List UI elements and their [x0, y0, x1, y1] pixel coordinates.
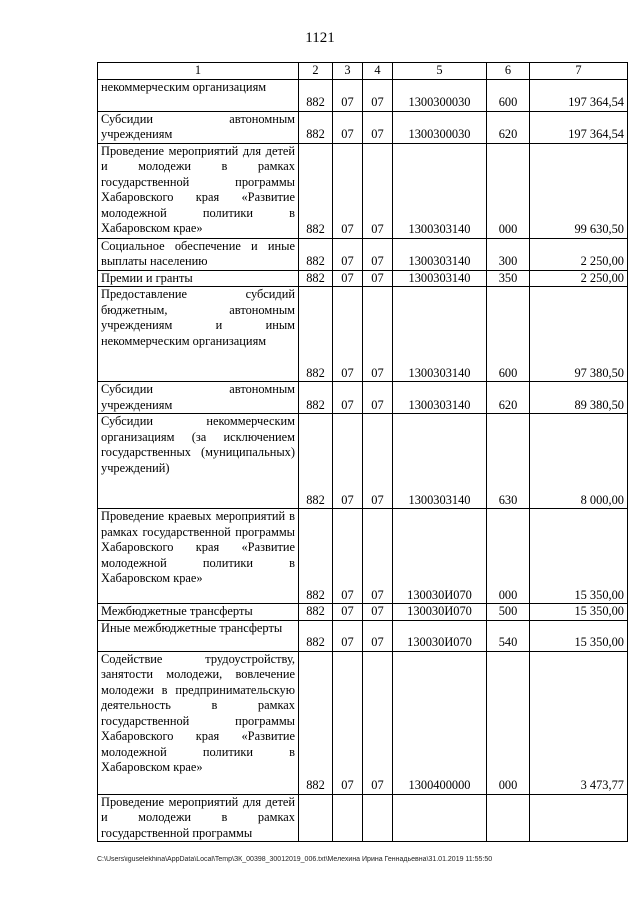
row-code-expense-type: 540: [487, 620, 530, 651]
column-header-1: 1: [98, 63, 299, 80]
page-number: 1121: [305, 30, 335, 46]
row-code-admin: [299, 794, 333, 842]
row-code-target: 1300303140: [393, 414, 487, 509]
row-code-admin: 882: [299, 382, 333, 414]
row-code-section: 07: [333, 111, 363, 143]
table-row: [98, 651, 628, 794]
row-name: Проведение мероприятий для детей и молодежи в рамках государственной программы Хабаровского края «Развитие молодежной политики в Хабаровском крае»: [98, 143, 299, 238]
table-row: [98, 143, 628, 238]
row-code-subsection: 07: [363, 414, 393, 509]
row-code-subsection: 07: [363, 604, 393, 621]
row-code-subsection: 07: [363, 270, 393, 287]
table-row: [98, 238, 628, 270]
row-code-target: 130030И070: [393, 509, 487, 604]
row-code-admin: 882: [299, 111, 333, 143]
row-code-admin: 882: [299, 509, 333, 604]
row-code-admin: 882: [299, 287, 333, 382]
column-header-2: 2: [299, 63, 333, 80]
column-header-7: 7: [530, 63, 628, 80]
row-code-section: 07: [333, 143, 363, 238]
row-code-expense-type: 630: [487, 414, 530, 509]
row-code-section: 07: [333, 79, 363, 111]
row-code-expense-type: 620: [487, 111, 530, 143]
column-header-3: 3: [333, 63, 363, 80]
row-code-subsection: 07: [363, 651, 393, 794]
row-code-target: 1300303140: [393, 382, 487, 414]
row-code-target: 1300303140: [393, 287, 487, 382]
row-amount: 97 380,50: [530, 287, 628, 382]
row-code-expense-type: 600: [487, 79, 530, 111]
row-code-expense-type: 350: [487, 270, 530, 287]
row-code-subsection: 07: [363, 620, 393, 651]
row-amount: 197 364,54: [530, 79, 628, 111]
table-row: [98, 604, 628, 621]
row-code-admin: 882: [299, 79, 333, 111]
table-row: [98, 111, 628, 143]
row-amount: 8 000,00: [530, 414, 628, 509]
row-code-section: 07: [333, 509, 363, 604]
row-code-section: 07: [333, 414, 363, 509]
row-code-expense-type: 300: [487, 238, 530, 270]
row-name: Субсидии автономным учреждениям: [98, 382, 299, 414]
row-code-subsection: 07: [363, 509, 393, 604]
row-code-subsection: 07: [363, 287, 393, 382]
row-code-section: 07: [333, 287, 363, 382]
row-name: Социальное обеспечение и иные выплаты населению: [98, 238, 299, 270]
row-code-section: [333, 794, 363, 842]
table-row: [98, 620, 628, 651]
column-header-5: 5: [393, 63, 487, 80]
row-amount: 2 250,00: [530, 238, 628, 270]
row-code-subsection: [363, 794, 393, 842]
row-code-section: 07: [333, 651, 363, 794]
row-code-subsection: 07: [363, 143, 393, 238]
table-row: [98, 794, 628, 842]
row-name: Субсидии автономным учреждениям: [98, 111, 299, 143]
row-amount: 15 350,00: [530, 509, 628, 604]
column-header-4: 4: [363, 63, 393, 80]
row-code-target: 1300303140: [393, 143, 487, 238]
row-amount: 15 350,00: [530, 604, 628, 621]
row-code-admin: 882: [299, 651, 333, 794]
row-code-expense-type: 000: [487, 509, 530, 604]
row-code-section: 07: [333, 604, 363, 621]
row-amount: 2 250,00: [530, 270, 628, 287]
table-row: [98, 287, 628, 382]
row-code-target: [393, 794, 487, 842]
row-code-admin: 882: [299, 143, 333, 238]
row-code-admin: 882: [299, 620, 333, 651]
row-name: Межбюджетные трансферты: [98, 604, 299, 621]
row-code-subsection: 07: [363, 79, 393, 111]
row-code-target: 1300300030: [393, 79, 487, 111]
row-amount: [530, 794, 628, 842]
row-amount: 3 473,77: [530, 651, 628, 794]
row-code-section: 07: [333, 238, 363, 270]
row-name: Иные межбюджетные трансферты: [98, 620, 299, 651]
column-header-6: 6: [487, 63, 530, 80]
row-code-admin: 882: [299, 414, 333, 509]
table-row: [98, 382, 628, 414]
row-name: Проведение мероприятий для детей и молодежи в рамках государственной программы: [98, 794, 299, 842]
row-code-expense-type: 000: [487, 651, 530, 794]
row-code-expense-type: [487, 794, 530, 842]
row-code-admin: 882: [299, 604, 333, 621]
row-code-target: 1300303140: [393, 270, 487, 287]
row-code-target: 130030И070: [393, 620, 487, 651]
row-name: Предоставление субсидий бюджетным, автономным учреждениям и иным некоммерческим организациям: [98, 287, 299, 382]
table-row: [98, 414, 628, 509]
row-amount: 15 350,00: [530, 620, 628, 651]
row-code-section: 07: [333, 382, 363, 414]
row-amount: 99 630,50: [530, 143, 628, 238]
row-code-target: 1300400000: [393, 651, 487, 794]
row-name: некоммерческим организациям: [98, 79, 299, 111]
table-body: [98, 79, 628, 842]
row-name: Субсидии некоммерческим организациям (за исключением государственных (муниципальных) учреждений): [98, 414, 299, 509]
row-code-section: 07: [333, 620, 363, 651]
row-code-admin: 882: [299, 238, 333, 270]
table-row: [98, 79, 628, 111]
row-code-expense-type: 000: [487, 143, 530, 238]
row-code-admin: 882: [299, 270, 333, 287]
row-name: Премии и гранты: [98, 270, 299, 287]
table-header-row: [98, 63, 628, 80]
row-code-target: 1300303140: [393, 238, 487, 270]
table-row: [98, 270, 628, 287]
row-code-expense-type: 500: [487, 604, 530, 621]
row-code-subsection: 07: [363, 111, 393, 143]
footer-file-path: C:\Users\iguselekhina\AppData\Local\Temp\ЗК_00398_30012019_006.txt\Мелехина Ирина Геннадьевна\31.01.2019 11:55:50: [97, 856, 493, 863]
row-code-target: 1300300030: [393, 111, 487, 143]
row-code-subsection: 07: [363, 238, 393, 270]
row-code-target: 130030И070: [393, 604, 487, 621]
budget-table: [97, 62, 628, 842]
row-code-subsection: 07: [363, 382, 393, 414]
row-amount: 197 364,54: [530, 111, 628, 143]
row-code-section: 07: [333, 270, 363, 287]
row-name: Проведение краевых мероприятий в рамках государственной программы Хабаровского края «Развитие молодежной политики в Хабаровском крае»: [98, 509, 299, 604]
row-amount: 89 380,50: [530, 382, 628, 414]
table-row: [98, 509, 628, 604]
row-code-expense-type: 620: [487, 382, 530, 414]
row-name: Содействие трудоустройству, занятости молодежи, вовлечение молодежи в предпринимательскую деятельность в рамках государственной программы Хабаровского края «Развитие молодежной политики в Хабаровском крае»: [98, 651, 299, 794]
row-code-expense-type: 600: [487, 287, 530, 382]
